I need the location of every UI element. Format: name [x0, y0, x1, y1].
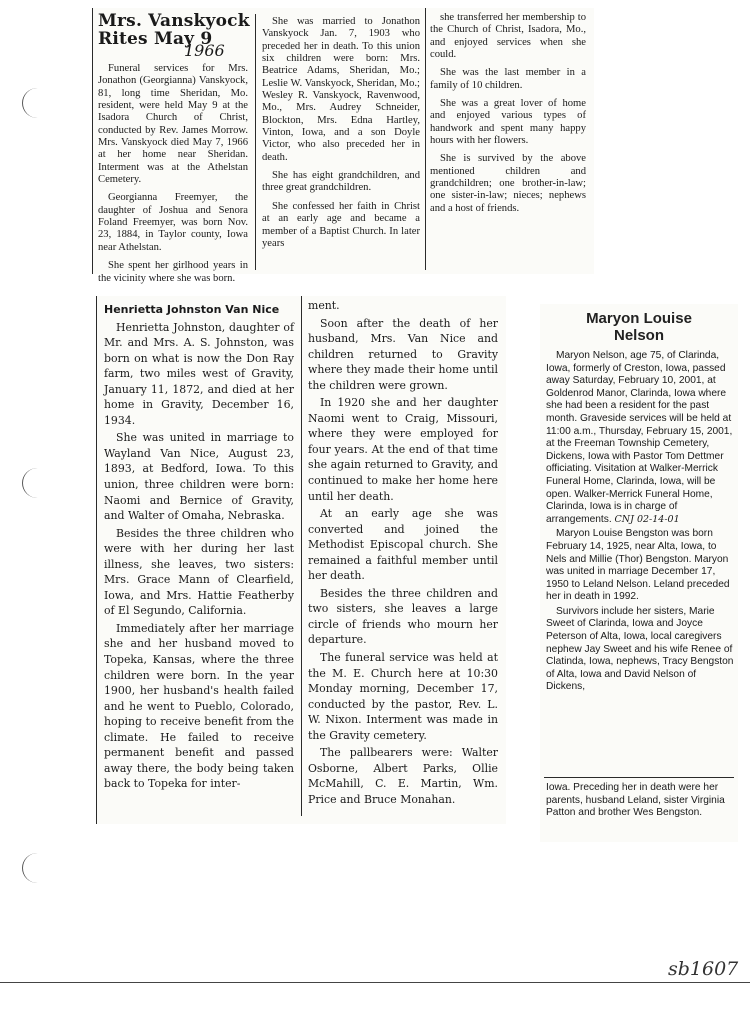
- clipping-left-border: [96, 296, 97, 824]
- paragraph: Maryon Nelson, age 75, of Clarinda, Iowa, formerly of Creston, Iowa, passed away Saturday, February 10, 2001, at Goldenrod Manor, Clarinda, Iowa where she had been a resident for the past month. Graveside services will be held at 11:00 a.m., Thursday, February 15, 2001, at the Freeman Township Cemetery, Dickens, Iowa with Pastor Tom Dettmer officiating. Visitation at Walker-Merrick Funeral Home, Clarinda, Iowa, will be open. Walker-Merrick Funeral Home, Clarinda, Iowa is in charge of arrangements. CNJ 02-14-01: [546, 350, 733, 525]
- paragraph: Georgianna Freemyer, the daughter of Joshua and Senora Foland Freemyer, was born Nov. 23, 1884, in Taylor county, Iowa near Athelstan.: [98, 192, 248, 253]
- column-divider: [301, 296, 302, 816]
- paragraph: In 1920 she and her daughter Naomi went to Craig, Missouri, where they were employed for four years. At the end of that time she again returned to Gravity, and continued to make her home here until her death.: [308, 396, 498, 503]
- paragraph: She has eight grandchildren, and three great grandchildren.: [262, 170, 420, 194]
- title-line-2: Nelson: [613, 327, 664, 344]
- paragraph: She is survived by the above mentioned children and grandchildren; one brother-in-law; one sister-in-law; nieces; nephews and a host of friends.: [430, 153, 586, 214]
- punch-hole-middle: [22, 468, 53, 498]
- clipping-nelson: [540, 304, 738, 842]
- continuation-divider: [544, 777, 734, 778]
- paragraph: she transferred her membership to the Church of Christ, Isadora, Mo., and enjoyed services when she could.: [430, 12, 586, 61]
- vanskyock-column-3: [430, 12, 586, 221]
- paragraph: Soon after the death of her husband, Mrs. Van Nice and children returned to Gravity where they made their home until the children were grown.: [308, 316, 498, 392]
- paragraph: Maryon Louise Bengston was born February 14, 1925, near Alta, Iowa, to Nels and Millie (Thor) Bengston. Maryon was united in marriage December 17, 1950 to Leland Nelson. Leland preceded her in death in 1992.: [546, 528, 730, 603]
- punch-hole-top: [22, 88, 53, 118]
- paragraph: Besides the three children who were with her during her last illness, she leaves, two sisters: Mrs. Grace Mann of Clearfield, Iowa, and Mrs. Hattie Featherby of El Segundo, California.: [104, 526, 294, 618]
- paragraph: ment.: [308, 299, 340, 312]
- paragraph: She spent her girlhood years in the vicinity where she was born.: [98, 260, 248, 284]
- headline-line-1: Mrs. Vanskyock: [98, 11, 250, 31]
- van-nice-column-2: [308, 298, 498, 810]
- paragraph: The pallbearers were: Walter Osborne, Albert Parks, Ollie McMahill, C. E. Martin, Wm. Price and Bruce Monahan.: [308, 746, 498, 806]
- paragraph: Funeral services for Mrs. Jonathon (Georgianna) Vanskyock, 81, long time Sheridan, Mo. resident, were held May 9 at the Isadora Church of Christ, conducted by Rev. James Morrow. Mrs. Vanskyock died May 7, 1966 at her home near Sheridan. Interment was at the Athelstan Cemetery.: [98, 63, 248, 186]
- paragraph: Henrietta Johnston, daughter of Mr. and Mrs. A. S. Johnston, was born on what is now the Don Ray farm, two miles west of Gravity, January 11, 1872, and died at her home in Gravity, December 16, 1934.: [104, 320, 294, 427]
- paragraph: She confessed her faith in Christ at an early age and became a member of a Baptist Church. In later years: [262, 200, 420, 249]
- obituary-title-nelson: [540, 310, 738, 344]
- title-line-1: Maryon Louise: [586, 310, 692, 327]
- paragraph: Survivors include her sisters, Marie Sweet of Clarinda, Iowa and Joyce Peterson of Alta, Iowa, local caregivers nephew Jay Sweet and his wife Renee of Clatinda, Iowa, nephews, Tracy Bengston of Alta, Iowa and David Nelson of Dickens,: [546, 605, 734, 693]
- page-bottom-edge: [0, 982, 750, 983]
- paragraph: She was united in marriage to Wayland Van Nice, August 23, 1893, at Bedford, Iowa. To this union, three children were born: Naomi and Bernice of Gravity, and Walter of Omaha, Nebraska.: [104, 431, 294, 523]
- page-number: sb1607: [668, 958, 739, 980]
- paragraph: Iowa. Preceding her in death were her parents, husband Leland, sister Virginia Patton and brother Wes Bengston.: [546, 782, 725, 819]
- column-divider: [255, 14, 256, 270]
- paragraph: She was the last member in a family of 10 children.: [430, 67, 586, 91]
- headline-line-2: Rites May 9: [98, 29, 213, 49]
- paragraph: At an early age she was converted and joined the Methodist Episcopal church. She remained a faithful member until her death.: [308, 507, 498, 583]
- paragraph: She was a great lover of home and enjoyed various types of handwork and spent many happy hours with her flowers.: [430, 98, 586, 147]
- paragraph: Besides the three children and two sisters, she leaves a large circle of friends who mourn her departure.: [308, 586, 498, 647]
- paragraph: She was married to Jonathon Vanskyock Jan. 7, 1903 who preceded her in death. To this union six children were born: Mrs. Beatrice Adams, Sheridan, Mo.; Leslie W. Vanskyock, Sheridan, Mo.; Wesley R. Vanskyock, Ravenwood, Mo., Mrs. Audrey Schneider, Blockton, Mrs. Edna Hartley, Vinton, Iowa, and a son Doyle Victor, who also preceded her in death.: [262, 16, 420, 163]
- headline-vanskyock: [98, 12, 258, 48]
- vanskyock-column-1: [98, 63, 248, 291]
- nelson-continuation: [546, 782, 734, 822]
- clipping-vanskyock: [92, 8, 594, 284]
- clipping-left-border: [92, 8, 93, 274]
- handwritten-note: CNJ 02-14-01: [614, 513, 680, 525]
- obituary-title: Henrietta Johnston Van Nice: [104, 303, 280, 316]
- clipping-van-nice: [96, 296, 506, 824]
- punch-hole-bottom: [22, 853, 53, 883]
- paragraph: Immediately after her marriage she and her husband moved to Topeka, Kansas, where the three children were born. In the year 1900, her husband's health failed and he went to Pueblo, Colorado, hoping to receive benefit from the climate. He failed to receive permanent benefit and passed away there, the body being taken back to Topeka for inter-: [104, 621, 294, 791]
- nelson-main-text: [546, 350, 734, 696]
- vanskyock-column-2: [262, 16, 420, 256]
- paragraph: The funeral service was held at the M. E. Church here at 10:30 Monday morning, December 17, conducted by the pastor, Rev. L. W. Nixon. Interment was made in the Gravity cemetery.: [308, 651, 498, 742]
- van-nice-column-1: [104, 302, 294, 794]
- column-divider: [425, 8, 426, 270]
- handwritten-year: 1966: [184, 41, 225, 60]
